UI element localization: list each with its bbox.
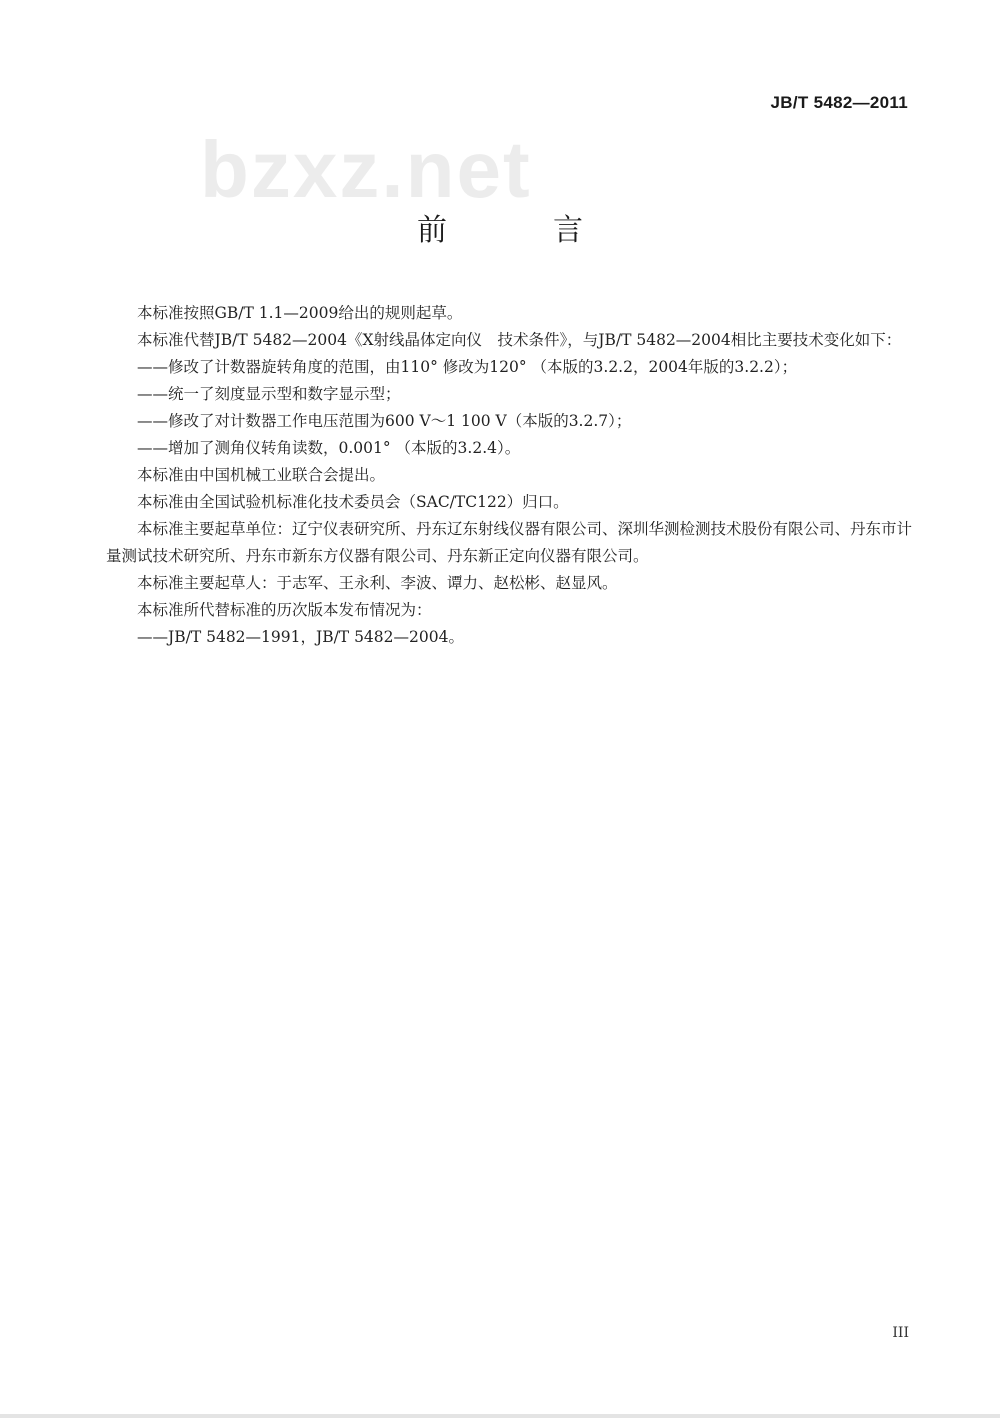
- page-title: 前 言: [417, 213, 621, 248]
- paragraph-replacement: 本标准代替JB/T 5482—2004《X射线晶体定向仪 技术条件》，与JB/T 5482—2004相比主要技术变化如下：: [137, 331, 902, 349]
- change-item-voltage-range: ——修改了对计数器工作电压范围为600 V～1 100 V（本版的3.2.7）；: [137, 412, 632, 430]
- foreword-body: [106, 300, 912, 651]
- standard-code: JB/T 5482—2011: [770, 93, 908, 112]
- page-number: III: [892, 1325, 909, 1341]
- change-item-counter-angle: ——修改了计数器旋转角度的范围，由110° 修改为120° （本版的3.2.2，2004年版的3.2.2）；: [137, 358, 798, 376]
- paragraph-history-versions: ——JB/T 5482—1991，JB/T 5482—2004。: [137, 628, 464, 646]
- paragraph-centralized: 本标准由全国试验机标准化技术委员会（SAC/TC122）归口。: [137, 493, 569, 511]
- change-item-goniometer-reading: ——增加了测角仪转角读数，0.001° （本版的3.2.4）。: [137, 439, 521, 457]
- paragraph-drafters: 本标准主要起草人：于志军、王永利、李波、谭力、赵松彬、赵显风。: [137, 574, 618, 592]
- page-bottom-edge: [0, 1414, 1000, 1418]
- paragraph-proposer: 本标准由中国机械工业联合会提出。: [137, 466, 386, 484]
- paragraph-history-intro: 本标准所代替标准的历次版本发布情况为：: [137, 601, 432, 619]
- paragraph-drafting-units: 本标准主要起草单位：辽宁仪表研究所、丹东辽东射线仪器有限公司、深圳华测检测技术股份有限公司、丹东市计量测试技术研究所、丹东市新东方仪器有限公司、丹东新正定向仪器有限公司。: [106, 520, 913, 565]
- change-item-display-types: ——统一了刻度显示型和数字显示型；: [137, 385, 401, 403]
- paragraph-drafting-rules: 本标准按照GB/T 1.1—2009给出的规则起草。: [137, 304, 463, 322]
- watermark-text: bzxz.net: [200, 125, 532, 214]
